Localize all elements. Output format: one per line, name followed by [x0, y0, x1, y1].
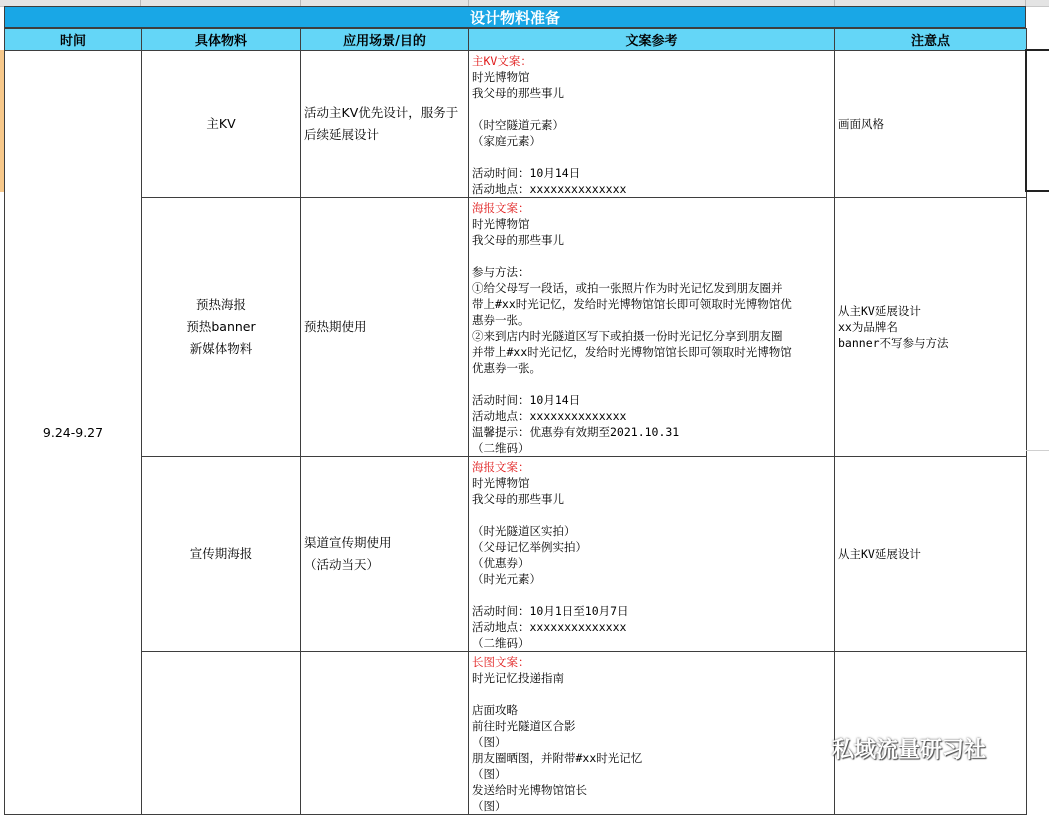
wechat-icon [796, 735, 826, 761]
items-cell[interactable] [142, 51, 301, 198]
scene-line: 渠道宣传期使用 [304, 535, 392, 550]
copy-line: 活动地点：xxxxxxxxxxxxxx [472, 620, 627, 634]
copy-cell[interactable] [469, 198, 835, 457]
table-row [5, 457, 1027, 652]
scene-line: （活动当天） [304, 557, 380, 572]
copy-line: 前往时光隧道区合影 [472, 719, 576, 733]
items-cell[interactable] [142, 198, 301, 457]
watermark-text: 私域流量研习社 [832, 737, 987, 763]
copy-line: 我父母的那些事儿 [472, 492, 564, 506]
item-line: 预热banner [186, 319, 256, 334]
copy-line: 我父母的那些事儿 [472, 86, 564, 100]
copy-line: ①给父母写一段话，或拍一张照片作为时光记忆发到朋友圈并 [472, 281, 783, 295]
header-copy[interactable]: 文案参考 [469, 29, 835, 51]
note-line: 画面风格 [838, 117, 884, 131]
copy-line: （父母记忆举例实拍） [472, 540, 587, 554]
copy-line: ②来到店内时光隧道区写下或拍摄一份时光记忆分享到朋友圈 [472, 329, 783, 343]
scene-cell[interactable] [301, 198, 469, 457]
material-table [4, 28, 1027, 815]
copy-line: 活动地点：xxxxxxxxxxxxxx [472, 409, 627, 423]
header-row [5, 29, 1027, 51]
copy-line: （时光元素） [472, 572, 541, 586]
copy-line: 我父母的那些事儿 [472, 233, 564, 247]
sheet-title[interactable]: 设计物料准备 [4, 6, 1026, 28]
note-line: xx为品牌名 [838, 320, 898, 334]
copy-label: 海报文案： [472, 460, 530, 474]
copy-line: （图） [472, 735, 507, 749]
header-scene[interactable]: 应用场景/目的 [301, 29, 469, 51]
scene-cell[interactable] [301, 457, 469, 652]
copy-line [472, 507, 832, 523]
copy-line [472, 101, 832, 117]
selected-cell-frame[interactable] [1025, 49, 1049, 192]
copy-cell[interactable] [469, 457, 835, 652]
copy-line: （二维码） [472, 441, 530, 455]
header-items[interactable]: 具体物料 [142, 29, 301, 51]
copy-line: 发送给时光博物馆馆长 [472, 783, 587, 797]
copy-cell[interactable] [469, 51, 835, 198]
copy-label: 主KV文案： [472, 54, 532, 68]
time-cell[interactable]: 9.24-9.27 [5, 51, 142, 815]
gridline [1026, 450, 1049, 451]
note-line: 从主KV延展设计 [838, 304, 921, 318]
items-cell[interactable] [142, 457, 301, 652]
copy-line [472, 248, 832, 264]
copy-label: 长图文案： [472, 655, 530, 669]
header-notes[interactable]: 注意点 [835, 29, 1027, 51]
copy-cell[interactable] [469, 652, 835, 815]
copy-line [472, 587, 832, 603]
watermark [796, 733, 986, 763]
notes-cell[interactable] [835, 198, 1027, 457]
item-line: 主KV [206, 116, 236, 131]
table-row [5, 198, 1027, 457]
copy-line: 时光记忆投递指南 [472, 671, 564, 685]
copy-line [472, 149, 832, 165]
copy-line: （优惠券） [472, 556, 530, 570]
scene-line: 预热期使用 [304, 319, 367, 334]
copy-line: 参与方法： [472, 265, 530, 279]
copy-line: 店面攻略 [472, 703, 518, 717]
copy-line: （时空隧道元素） [472, 118, 564, 132]
note-line: banner不写参与方法 [838, 336, 949, 350]
copy-line: （时光隧道区实拍） [472, 524, 576, 538]
scene-cell[interactable] [301, 51, 469, 198]
copy-line: 温馨提示：优惠券有效期至2021.10.31 [472, 425, 680, 439]
header-time[interactable]: 时间 [5, 29, 142, 51]
copy-line: 时光博物馆 [472, 476, 530, 490]
notes-cell[interactable] [835, 457, 1027, 652]
item-line: 宣传期海报 [189, 546, 253, 561]
table-row [5, 51, 1027, 198]
copy-line: 带上#xx时光记忆，发给时光博物馆馆长即可领取时光博物馆优 [472, 297, 792, 311]
note-line: 从主KV延展设计 [838, 547, 921, 561]
item-line: 新媒体物料 [189, 341, 253, 356]
copy-line [472, 686, 832, 702]
copy-line: 优惠券一张。 [472, 361, 541, 375]
scene-line: 活动主KV优先设计，服务于 [304, 105, 459, 120]
item-line: 预热海报 [195, 297, 246, 312]
items-cell[interactable] [142, 652, 301, 815]
notes-cell[interactable] [835, 51, 1027, 198]
copy-line: 活动时间：10月14日 [472, 166, 581, 180]
copy-line: 时光博物馆 [472, 217, 530, 231]
copy-label: 海报文案： [472, 201, 530, 215]
copy-line [472, 376, 832, 392]
copy-line: （家庭元素） [472, 134, 541, 148]
scene-line: 后续延展设计 [304, 127, 380, 142]
copy-line: 并带上#xx时光记忆，发给时光博物馆馆长即可领取时光博物馆 [472, 345, 792, 359]
copy-line: 朋友圈晒图，并附带#xx时光记忆 [472, 751, 643, 765]
copy-line: 活动时间：10月14日 [472, 393, 581, 407]
copy-line: 惠券一张。 [472, 313, 530, 327]
spreadsheet [4, 6, 1026, 815]
copy-line: 活动地点：xxxxxxxxxxxxxx [472, 182, 627, 196]
scene-cell[interactable] [301, 652, 469, 815]
copy-line: （图） [472, 799, 507, 813]
copy-line: （图） [472, 767, 507, 781]
copy-line: （二维码） [472, 636, 530, 650]
copy-line: 活动时间：10月1日至10月7日 [472, 604, 629, 618]
copy-line: 时光博物馆 [472, 70, 530, 84]
